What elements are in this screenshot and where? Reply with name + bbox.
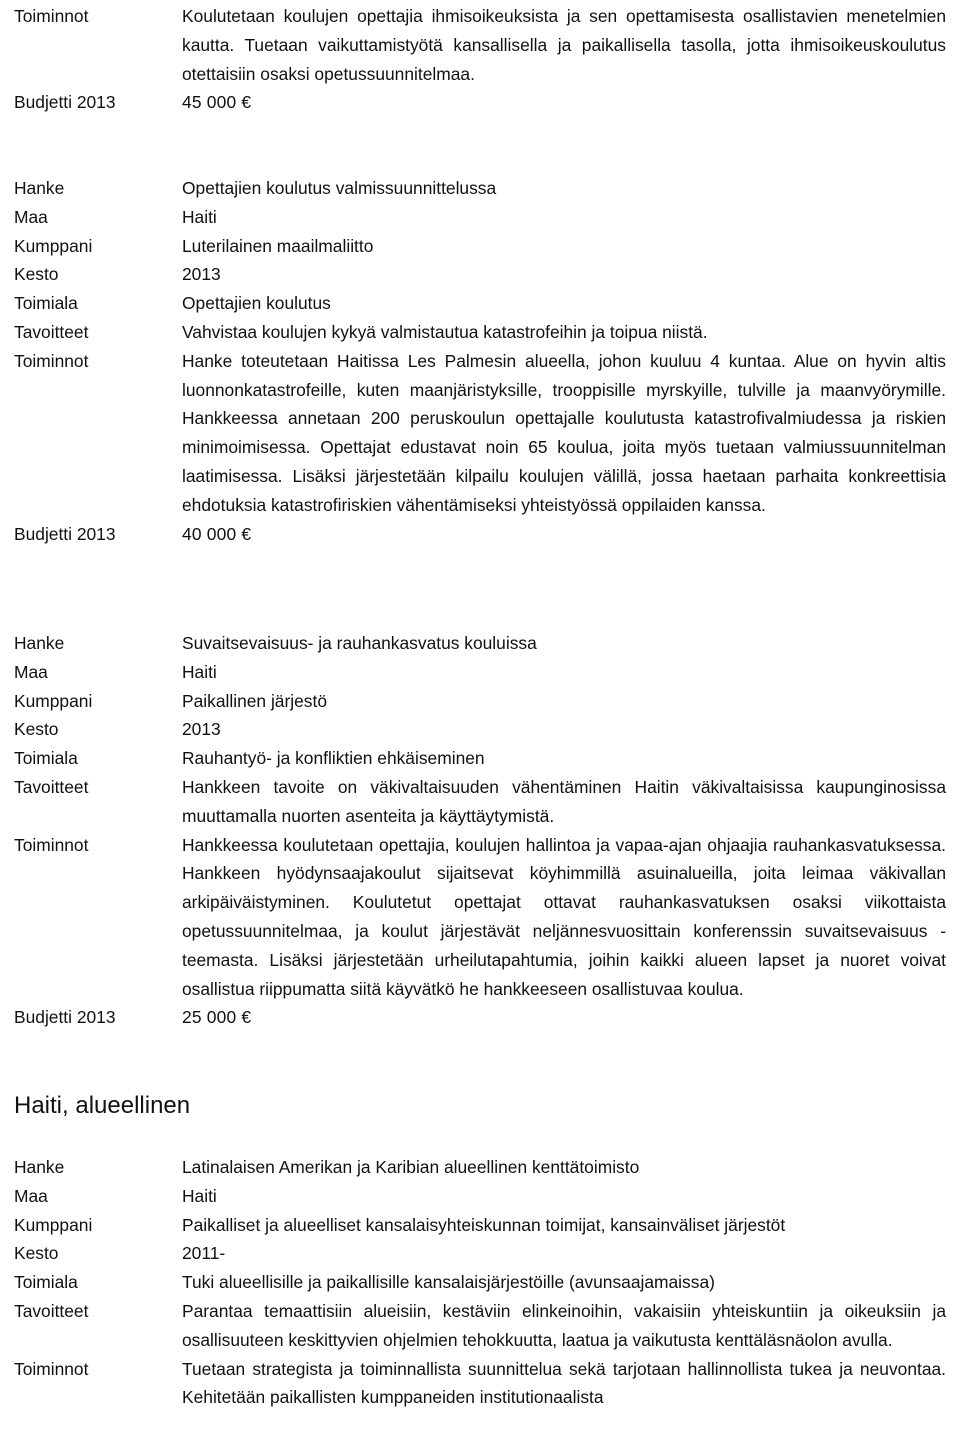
field-label: Toiminnot (14, 1358, 89, 1379)
budget-value: 25 000 € (182, 1007, 252, 1028)
field-value: Rauhantyö- ja konfliktien ehkäiseminen (182, 748, 485, 769)
field-label: Kesto (14, 1243, 59, 1264)
field-value: 2013 (182, 264, 221, 285)
field-label: Tavoitteet (14, 1300, 89, 1321)
field-label: Kumppani (14, 235, 93, 256)
field-row (14, 715, 946, 744)
field-value: 2013 (182, 719, 221, 740)
field-value: Opettajien koulutus (182, 293, 331, 314)
field-label: Budjetti 2013 (14, 1007, 116, 1028)
field-row (14, 260, 946, 289)
field-row (14, 2, 946, 88)
field-row (14, 1239, 946, 1268)
project-block-continued (14, 2, 946, 117)
field-value: 2011- (182, 1243, 226, 1264)
section-heading: Haiti, alueellinen (14, 1092, 191, 1119)
field-row (14, 203, 946, 232)
field-row (14, 289, 946, 318)
field-label: Kesto (14, 719, 59, 740)
field-value: Haiti (182, 1185, 217, 1206)
project-title-row (14, 174, 946, 203)
field-value: Haiti (182, 206, 217, 227)
field-label: Kumppani (14, 690, 93, 711)
field-row (14, 88, 946, 117)
project-title-row (14, 1153, 946, 1182)
field-value: Tuetaan strategista ja toiminnallista suunnittelua sekä tarjotaan hallinnollista tukea ja neuvontaa. Kehitetään paikallisten kumppaneiden institutionaalista (182, 1358, 946, 1408)
field-row (14, 318, 946, 347)
field-value: Vahvistaa koulujen kykyä valmistautua katastrofeihin ja toipua niistä. (182, 321, 708, 342)
field-value: Haiti (182, 661, 217, 682)
field-label: Toimiala (14, 293, 78, 314)
project-title: Latinalaisen Amerikan ja Karibian alueellinen kenttätoimisto (182, 1157, 640, 1177)
field-value: Koulutetaan koulujen opettajia ihmisoikeuksista ja sen opettamisesta osallistavien menetelmien kautta. Tuetaan vaikuttamistyötä kansallisella ja paikallisella tasolla, jotta ihmisoikeuskoulutus otettaisiin osaksi opetussuunnitelmaa. (182, 6, 946, 84)
field-label: Hanke (14, 178, 65, 198)
field-row (14, 520, 946, 549)
field-row (14, 1268, 946, 1297)
field-label: Budjetti 2013 (14, 523, 116, 544)
field-label: Hanke (14, 1157, 65, 1177)
field-label: Maa (14, 1185, 48, 1206)
field-row (14, 773, 946, 831)
field-label: Tavoitteet (14, 776, 89, 797)
field-label: Kumppani (14, 1214, 93, 1235)
field-label: Kesto (14, 264, 59, 285)
field-label: Toiminnot (14, 6, 89, 26)
field-row (14, 744, 946, 773)
field-row (14, 1297, 946, 1355)
project-block (14, 174, 946, 548)
budget-value: 45 000 € (182, 92, 252, 113)
project-block (14, 629, 946, 1032)
budget-value: 40 000 € (182, 523, 252, 544)
field-label: Maa (14, 206, 48, 227)
field-label: Toimiala (14, 1272, 78, 1293)
field-row (14, 831, 946, 1004)
field-label: Toiminnot (14, 834, 89, 855)
field-row (14, 232, 946, 261)
field-row (14, 1182, 946, 1211)
field-row (14, 1211, 946, 1240)
field-value: Luterilainen maailmaliitto (182, 235, 374, 256)
field-label: Hanke (14, 633, 65, 653)
project-title: Opettajien koulutus valmissuunnittelussa (182, 178, 497, 198)
field-row (14, 1003, 946, 1032)
field-value: Hankkeen tavoite on väkivaltaisuuden vähentäminen Haitin väkivaltaisissa kaupunginosissa muuttamalla nuorten asenteita ja käyttäytymistä. (182, 776, 946, 826)
field-row (14, 687, 946, 716)
project-title-row (14, 629, 946, 658)
project-block (14, 1153, 946, 1412)
field-row (14, 1355, 946, 1413)
field-label: Toimiala (14, 748, 78, 769)
field-value: Paikalliset ja alueelliset kansalaisyhteiskunnan toimijat, kansainväliset järjestöt (182, 1214, 786, 1235)
field-label: Budjetti 2013 (14, 92, 116, 113)
project-title: Suvaitsevaisuus- ja rauhankasvatus kouluissa (182, 633, 537, 653)
field-value: Paikallinen järjestö (182, 690, 328, 711)
field-row (14, 347, 946, 520)
field-value: Hanke toteutetaan Haitissa Les Palmesin alueella, johon kuuluu 4 kuntaa. Alue on hyvin altis luonnonkatastrofeille, kuten maanjäristyksille, trooppisille myrskyille, tulville ja maanvyörymille. Hankkeessa annetaan 200 peruskoulun opettajalle koulutusta katastrofivalmiudessa ja riskien minimoimisessa. Opettajat edustavat noin 65 koulua, joita myös tuetaan valmiussuunnitelman laatimisessa. Lisäksi järjestetään kilpailu koulujen välillä, jossa haetaan parhaita konkreettisia ehdotuksia katastrofiriskien vähentämiseksi yhteistyössä oppilaiden kanssa. (182, 350, 946, 515)
field-label: Tavoitteet (14, 321, 89, 342)
field-value: Parantaa temaattisiin alueisiin, kestäviin elinkeinoihin, vakaisiin yhteiskuntiin ja oikeuksiin ja osallisuuteen keskittyvien ohjelmien tehokkuutta, laatua ja vaikutusta kenttäläsnäolon avulla. (182, 1300, 946, 1350)
field-row (14, 658, 946, 687)
field-value: Hankkeessa koulutetaan opettajia, koulujen hallintoa ja vapaa-ajan ohjaajia rauhankasvatuksessa. Hankkeen hyödynsaajakoulut sijaitsevat köyhimmillä asuinalueilla, joita leimaa väkivallan arkipäiväistyminen. Koulutetut opettajat ottavat rauhankasvatuksen osaksi viikottaista opetussuunnitelmaa, ja koulut järjestävät neljännesvuosittain konferenssin suvaitsevaisuus -teemasta. Lisäksi järjestetään urheilutapahtumia, joihin kaikki alueen lapset ja nuoret voivat osallistua riippumatta siitä käyvätkö he hankkeeseen osallistuvaa koulua. (182, 834, 946, 999)
field-label: Toiminnot (14, 350, 89, 371)
field-label: Maa (14, 661, 48, 682)
field-value: Tuki alueellisille ja paikallisille kansalaisjärjestöille (avunsaajamaissa) (182, 1272, 715, 1293)
